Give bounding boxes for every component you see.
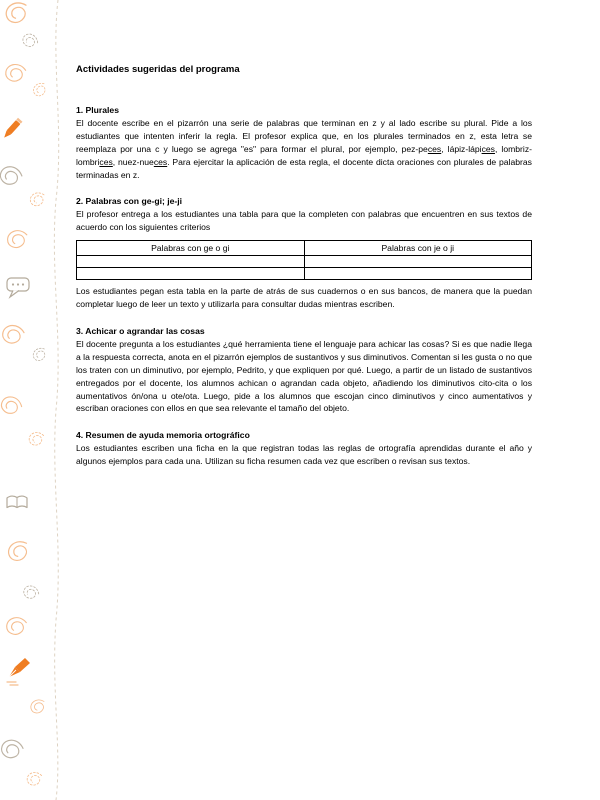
pen-icon (7, 658, 30, 685)
section-plurales (76, 105, 532, 181)
section-heading: 3. Achicar o agrandar las cosas (76, 326, 205, 337)
table-empty-row (77, 268, 532, 280)
table-empty-cell (77, 256, 305, 268)
pencil-icon (2, 118, 23, 140)
book-icon (7, 496, 27, 507)
table-header-cell: Palabras con je o ji (304, 241, 532, 256)
section-body: El docente pregunta a los estudiantes ¿qué herramienta tiene el lenguaje para achicar las cosas? Si es que nadie llega a la respuesta correcta, anota en el pizarrón ejemplos de sustantivos y sus diminutivos. Comentan si les gusta o no que los traten con un diminutivo, por ejemplo, Pedrito, y que expliquen por qué. Luego, a partir de un listado de sustantivos entregados por el docente, los alumnos achican o agrandan cada objeto, añadiendo los diminutivos cito-cita o los aumentativos ón/ona u ote/ota. Luego, pide a los alumnos que escojan cinco diminutivos y cinco aumentativos y escriban oraciones con ellos en que sea relevante el tamaño del objeto. (76, 339, 532, 414)
section-heading: 1. Plurales (76, 105, 119, 115)
section-achicar (76, 326, 532, 415)
vocab-table-body (77, 241, 532, 280)
section-heading: 4. Resumen de ayuda memoria ortográfico (76, 430, 250, 441)
margin-doodles (0, 0, 70, 800)
section-heading: 2. Palabras con ge-gi; je-ji (76, 196, 183, 207)
section-ge-ji (76, 196, 532, 311)
table-empty-cell (304, 268, 532, 280)
dashed-meander-line (54, 0, 58, 800)
section-body: El docente escribe en el pizarrón una serie de palabras que terminan en z y al lado escribe su plural. Pide a los estudiantes que intenten inferir la regla. El profesor explica que, en los plurales terminados en z, esta letra se reemplaza por una c y luego se agrega "es" para formar el plural, por ejemplo, pez-peces, lápiz-lápices, lombriz-lombrices, nuez-nueces. Para ejercitar la aplicación de esta regla, el docente dicta oraciones con plurales de palabras terminadas en z. (76, 118, 532, 180)
section-outro: Los estudiantes pegan esta tabla en la parte de atrás de sus cuadernos o en sus bancos, de manera que la puedan completar luego de leer un texto y utilizarla para consultar dudas mientras escriben. (76, 286, 532, 310)
section-resumen (76, 430, 532, 468)
vocab-table (76, 240, 532, 280)
section-body: Los estudiantes escriben una ficha en la que registran todas las reglas de ortografía aprendidas durante el año y algunos ejemplos para cada una. Utilizan su ficha resumen cada vez que escriben o revisan sus textos. (76, 443, 532, 467)
table-empty-row (77, 256, 532, 268)
table-header-row (77, 241, 532, 256)
table-empty-cell (304, 256, 532, 268)
speech-bubble-icon (7, 278, 29, 297)
page-title: Actividades sugeridas del programa (76, 64, 240, 75)
content-area (76, 64, 532, 470)
section-intro: El profesor entrega a los estudiantes una tabla para que la completen con palabras que encuentren en sus textos de acuerdo con los siguientes criterios (76, 209, 532, 233)
table-empty-cell (77, 268, 305, 280)
table-header-cell: Palabras con ge o gi (77, 241, 305, 256)
